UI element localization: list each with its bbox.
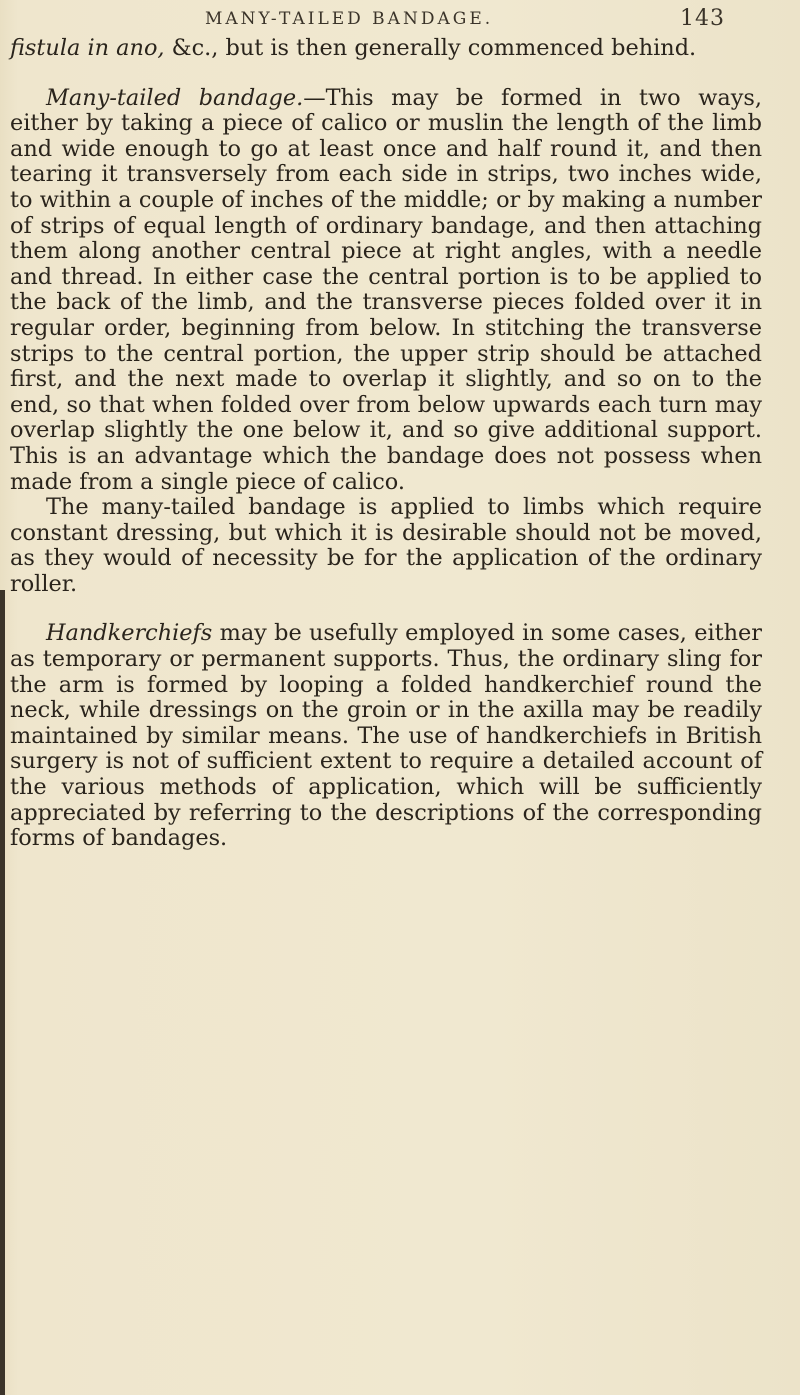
body-text	[10, 36, 762, 852]
section-heading-many-tailed: Many-tailed bandage.	[46, 84, 304, 111]
running-head	[205, 6, 725, 36]
paragraph-many-tailed-bandage	[10, 86, 762, 496]
running-head-title: MANY-TAILED BANDAGE.	[205, 9, 494, 29]
paragraph-handkerchiefs	[10, 621, 762, 851]
paragraph-gap	[10, 597, 762, 621]
paragraph-application	[10, 495, 762, 597]
section-heading-handkerchiefs: Handkerchiefs	[46, 620, 213, 647]
paragraph-many-tailed-text: —This may be formed in two ways, either by taking a piece of calico or muslin the length of the limb and wide enough to go at least once and half round it, and then tearing it transversely from each side in strips, two inches wide, to within a couple of inches of the middle; or by making a number of strips of equal length of ordinary bandage, and then attaching them along another central piece at right angles, with a needle and thread. In either case the central portion is to be applied to the back of the limb, and the transverse pieces folded over it in regular order, beginning from below. In stitching the transverse strips to the central portion, the upper strip should be attached first, and the next made to overlap it slightly, and so on to the end, so that when folded over from below upwards each turn may overlap slightly the one below it, and so give additional support. This is an advantage which the bandage does not possess when made from a single piece of calico.	[10, 84, 762, 495]
paragraph-handkerchiefs-text: may be usefully employed in some cases, either as temporary or permanent supports. Thus, the ordinary sling for the arm is formed by looping a folded handkerchief round the neck, while dressings on the groin or in the axilla may be readily maintained by similar means. The use of handkerchiefs in British surgery is not of sufficient extent to require a detailed account of the various methods of application, which will be sufficiently appreciated by referring to the descriptions of the corresponding forms of bandages.	[10, 620, 762, 852]
paragraph-application-text: The many-tailed bandage is applied to limbs which require constant dressing, but which it is desirable should not be moved, as they would of necessity be for the application of the ordinary roller.	[10, 494, 762, 597]
paragraph-fistula-italic: fistula in ano,	[10, 35, 165, 61]
page-number: 143	[680, 6, 725, 31]
page-gutter-edge	[0, 590, 5, 1395]
paragraph-fistula-text: &c., but is then generally commenced behind.	[164, 35, 697, 61]
paragraph-fistula	[10, 36, 762, 62]
paragraph-gap	[10, 62, 762, 86]
